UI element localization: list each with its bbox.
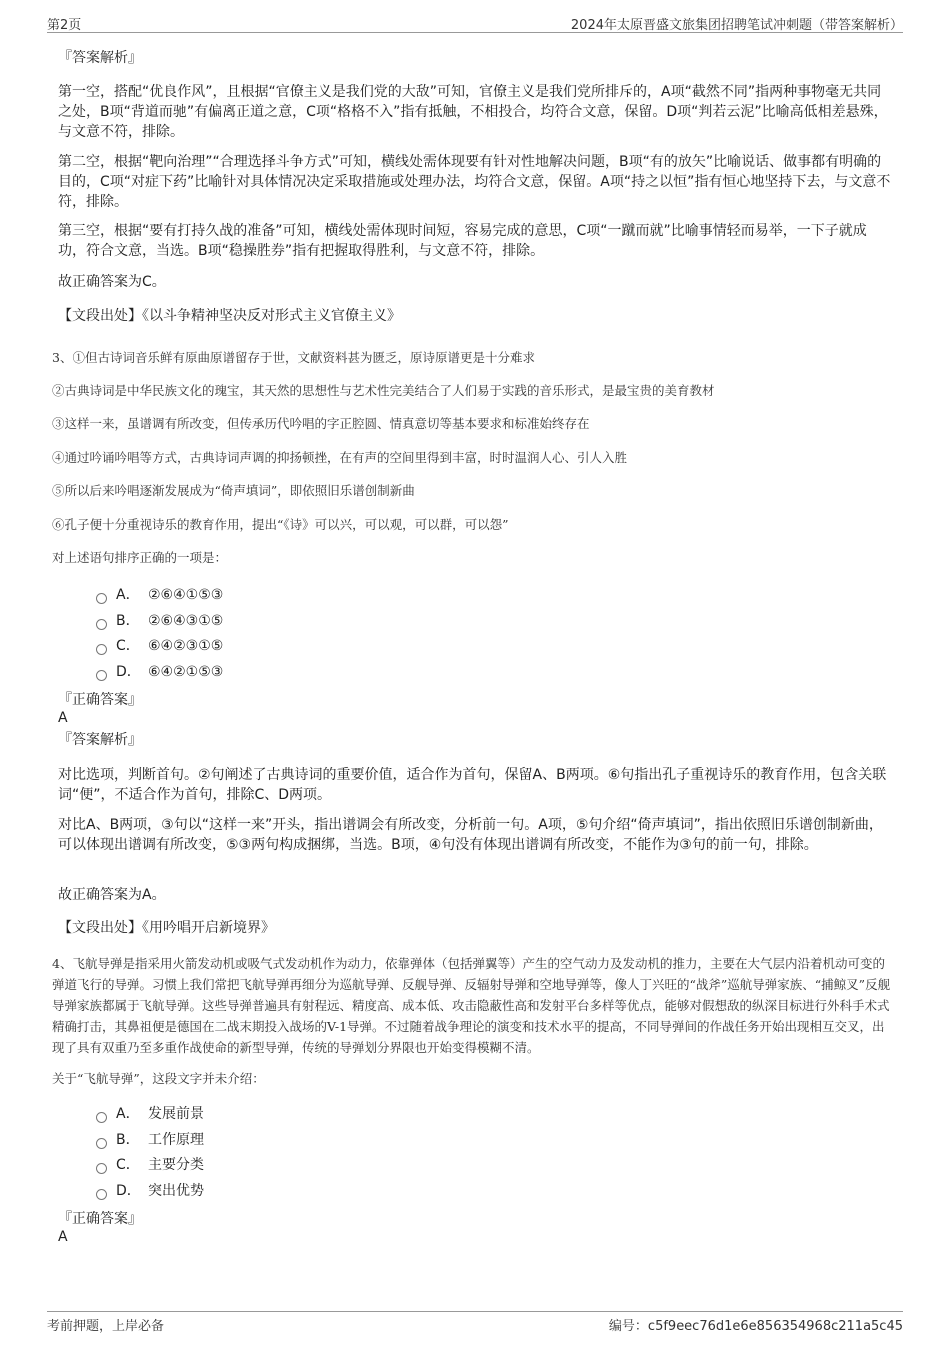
document-title: 2024年太原晋盛文旅集团招聘笔试冲刺题（带答案解析） (570, 18, 903, 33)
page-footer (47, 1311, 903, 1334)
q2-analysis-para-2: 第二空，根据“靶向治理”“合理选择斗争方式”可知，横线处需体现要有针对性地解决问题，B项“有的放矢”比喻说话、做事都有明确的目的，C项“对症下药”比喻针对具体情况决定采取措施或处理办法，均符合文意，保留。A项“持之以恒”指有恒心地坚持下去，与文意不符，排除。 (58, 154, 891, 210)
radio-button[interactable] (96, 619, 107, 630)
option-text: ⑥④②①⑤③ (148, 664, 224, 680)
option-text: 发展前景 (148, 1106, 204, 1122)
option-key: C． (116, 1157, 140, 1173)
q4-question: 关于“飞航导弹”，这段文字并未介绍： (52, 1071, 265, 1086)
radio-button[interactable] (96, 593, 107, 604)
q3-conclusion: 故正确答案为A。 (58, 887, 166, 903)
q4-answer: A (58, 1229, 68, 1245)
option-text: ②⑥④③①⑤ (148, 613, 224, 629)
q3-option-b[interactable] (96, 611, 223, 631)
option-key: D． (116, 1183, 141, 1199)
q3-stem-5: ⑤所以后来吟唱逐渐发展成为“倚声填词”，即依照旧乐谱创制新曲 (52, 483, 415, 498)
radio-button[interactable] (96, 1138, 107, 1149)
option-key: C． (116, 638, 140, 654)
q4-option-a[interactable] (96, 1104, 204, 1124)
radio-button[interactable] (96, 1112, 107, 1123)
option-key: A． (116, 587, 140, 603)
q3-analysis-label: 『答案解析』 (58, 732, 142, 748)
option-text: 主要分类 (148, 1157, 204, 1173)
option-text: ⑥④②③①⑤ (148, 638, 224, 654)
q3-option-c[interactable] (96, 636, 223, 656)
radio-button[interactable] (96, 1189, 107, 1200)
page-number: 第2页 (47, 18, 82, 33)
radio-button[interactable] (96, 1163, 107, 1174)
document-id: 编号：c5f9eec76d1e6e856354968c211a5c45 (608, 1319, 903, 1334)
radio-button[interactable] (96, 644, 107, 655)
option-key: B． (116, 1132, 140, 1148)
q2-analysis-para-3: 第三空，根据“要有打持久战的准备”可知，横线处需体现时间短，容易完成的意思，C项“一蹴而就”比喻事情轻而易举，一下子就成功，符合文意，当选。B项“稳操胜券”指有把握取得胜利，与文意不符，排除。 (58, 223, 867, 259)
option-text: 工作原理 (148, 1132, 204, 1148)
q3-stem-1: 3、①但古诗词音乐鲜有原曲原谱留存于世，文献资料甚为匮乏，原诗原谱更是十分难求 (52, 350, 535, 365)
option-key: A． (116, 1106, 140, 1122)
q3-stem-3: ③这样一来，虽谱调有所改变，但传承历代吟唱的字正腔圆、情真意切等基本要求和标准始终存在 (52, 416, 590, 431)
q2-analysis-para-1: 第一空，搭配“优良作风”，且根据“官僚主义是我们党的大敌”可知，官僚主义是我们党所排斥的，A项“截然不同”指两种事物毫无共同之处，B项“背道而驰”有偏离正道之意，C项“格格不入”指有抵触，不相投合，均符合文意，保留。D项“判若云泥”比喻高低相差悬殊，与文意不符，排除。 (58, 84, 888, 140)
q2-analysis-label: 『答案解析』 (58, 50, 142, 66)
option-key: D． (116, 664, 141, 680)
footer-slogan: 考前押题，上岸必备 (47, 1319, 165, 1334)
q3-answer-label: 『正确答案』 (58, 692, 142, 708)
q3-stem-2: ②古典诗词是中华民族文化的瑰宝，其天然的思想性与艺术性完美结合了人们易于实践的音乐形式，是最宝贵的美育教材 (52, 383, 715, 398)
q3-stem-6: ⑥孔子便十分重视诗乐的教育作用，提出“《诗》可以兴，可以观，可以群，可以怨” (52, 517, 509, 532)
q3-option-d[interactable] (96, 662, 223, 682)
q4-option-d[interactable] (96, 1181, 204, 1201)
q2-conclusion: 故正确答案为C。 (58, 274, 166, 290)
option-text: ②⑥④①⑤③ (148, 587, 224, 603)
q3-source: 【文段出处】《用吟唱开启新境界》 (58, 920, 275, 936)
q3-stem-4: ④通过吟诵吟唱等方式，古典诗词声调的抑扬顿挫，在有声的空间里得到丰富，时时温润人心、引人入胜 (52, 450, 628, 465)
option-text: 突出优势 (148, 1183, 204, 1199)
q3-option-a[interactable] (96, 585, 223, 605)
q2-source: 【文段出处】《以斗争精神坚决反对形式主义官僚主义》 (58, 308, 401, 324)
q4-option-c[interactable] (96, 1155, 204, 1175)
q4-option-b[interactable] (96, 1130, 204, 1150)
q3-analysis-para-2: 对比A、B两项，③句以“这样一来”开头，指出谱调会有所改变，分析前一句。A项，⑤句介绍“倚声填词”，指出依照旧乐谱创制新曲，可以体现出谱调有所改变，⑤③两句构成捆绑，当选。B项，④句没有体现出谱调有所改变，不能作为③句的前一句，排除。 (58, 817, 883, 853)
page-header (47, 10, 903, 33)
q3-question: 对上述语句排序正确的一项是： (52, 550, 228, 565)
q4-stem: 4、飞航导弹是指采用火箭发动机或吸气式发动机作为动力，依靠弹体（包括弹翼等）产生的空气动力及发动机的推力，主要在大气层内沿着机动可变的弹道飞行的导弹。习惯上我们常把飞航导弹再细分为巡航导弹、反舰导弹、反辐射导弹和空地导弹等，像人丁兴旺的“战斧”巡航导弹家族、“捕鲸叉”反舰导弹家族都属于飞航导弹。这些导弹普遍具有射程远、精度高、成本低、攻击隐蔽性高和发射平台多样等优点，能够对假想敌的纵深目标进行外科手术式精确打击，其鼻祖便是德国在二战末期投入战场的V-1导弹。不过随着战争理论的演变和技术水平的提高，不同导弹间的作战任务开始出现相互交叉，出现了具有双重乃至多重作战使命的新型导弹，传统的导弹划分界限也开始变得模糊不清。 (52, 956, 891, 1055)
q3-analysis-para-1: 对比选项，判断首句。②句阐述了古典诗词的重要价值，适合作为首句，保留A、B两项。⑥句指出孔子重视诗乐的教育作用，包含关联词“便”，不适合作为首句，排除C、D两项。 (58, 767, 887, 803)
q3-answer: A (58, 710, 68, 726)
q4-answer-label: 『正确答案』 (58, 1211, 142, 1227)
option-key: B． (116, 613, 140, 629)
radio-button[interactable] (96, 670, 107, 681)
